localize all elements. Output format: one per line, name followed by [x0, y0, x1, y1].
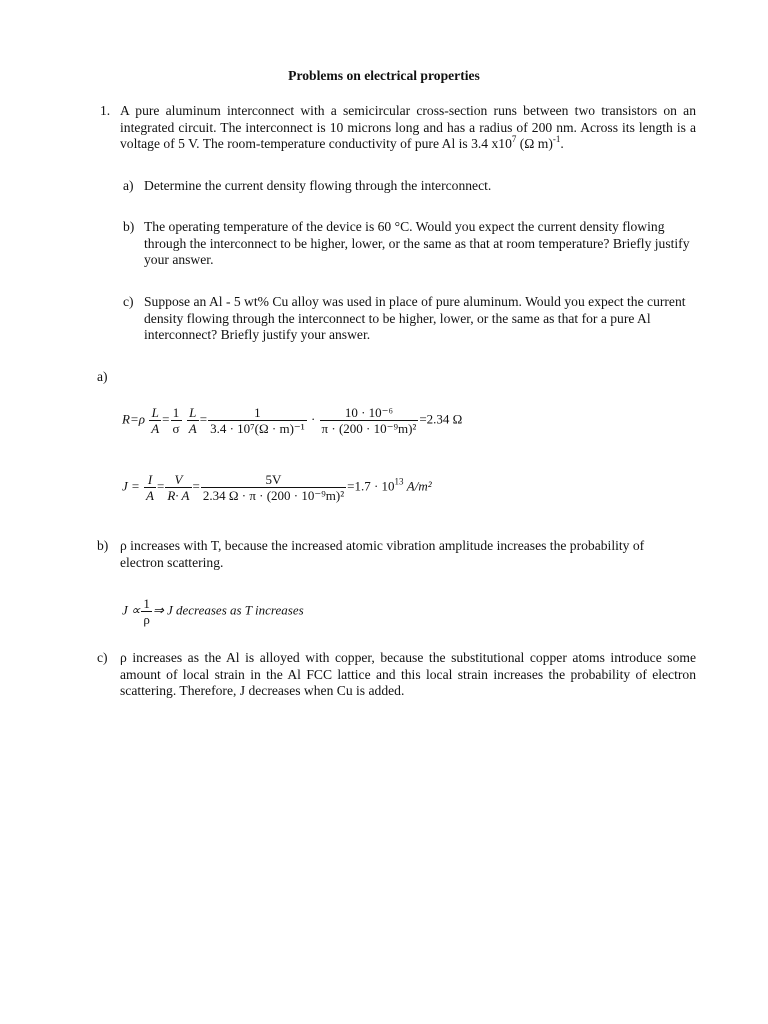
proportionality-lhs: J ∝: [122, 602, 141, 618]
problem-exponent: 7: [511, 134, 517, 144]
current-density-lhs: J =: [122, 478, 140, 494]
fraction-one-over-rho: $\frac{1}{\rho}$: [143, 596, 150, 627]
answer-b-label: b): [97, 538, 109, 553]
question-c-text: Suppose an Al - 5 wt% Cu alloy was used in place of pure aluminum. Would you expect the current density flowing through the interconnect to be higher, lower, or the same as that for a pure Al interconnect? Briefly justify your answer.: [144, 294, 686, 342]
resistance-lhs: R=ρ: [122, 411, 145, 427]
current-density-exponent: 13: [394, 476, 404, 487]
fraction-numeric-current: $\frac{5V}{\text{2.34 Ω · π · (200 · 10⁻⁹m)²}}$: [202, 472, 345, 503]
fraction-one-over-sigma: $\frac{1}{\sigma}$: [172, 405, 180, 436]
proportionality-rhs: ⇒ J decreases as T increases: [152, 602, 304, 618]
problem-number: 1.: [100, 103, 111, 118]
proportionality-equation: [122, 596, 304, 627]
fraction-conductivity: $\frac{1}{\text{3.4 · 10⁷(Ω · m)⁻¹}}$: [210, 405, 305, 436]
problem-unit-exponent: -1: [552, 134, 561, 144]
problem-statement: [120, 103, 696, 153]
problem-text: A pure aluminum interconnect with a semicircular cross-section runs between two transistors on an integrated circuit. The interconnect is 10 microns long and has a radius of 200 nm. Across its length is a voltage of 5 V. The room-temperature conductivity of pure Al is 3.4 x10: [120, 103, 696, 151]
answer-a-label: a): [97, 369, 108, 384]
question-b-label: b): [123, 219, 135, 234]
problem-unit: (Ω m): [516, 136, 553, 151]
fraction-l-over-a: $\frac{L}{A}$: [151, 405, 160, 436]
question-a-label: a): [123, 178, 134, 193]
fraction-i-over-a: $\frac{I}{A}$: [146, 472, 154, 503]
answer-c-text: ρ increases as the Al is alloyed with copper, because the substitutional copper atoms introduce some amount of local strain in the Al FCC lattice and this local strain increases the probability of electron scattering. Therefore, J decreases when Cu is added.: [120, 650, 696, 698]
resistance-equation: R=ρ $\frac{L}{A}$ = $\frac{1}{\sigma}$ $\frac{L}{A}$ = $\frac{1}{\text{3.4 · 10⁷(Ω · m)⁻¹}}$ · $\frac{\text{10 · 10⁻⁶}}{\text{π · (200 · 10⁻⁹m)²}}$ =2.34 Ω: [122, 405, 463, 436]
current-density-unit: A/m²: [406, 478, 432, 494]
fraction-length-over-area: $\frac{\text{10 · 10⁻⁶}}{\text{π · (200 · 10⁻⁹m)²}}$: [321, 405, 417, 436]
question-b-text: The operating temperature of the device is 60 °C. Would you expect the current density flowing through the interconnect to be higher, lower, or the same as that at room temperature? Briefly justify your answer.: [144, 219, 690, 267]
current-density-result: =1.7 · 10: [347, 478, 395, 494]
question-c-label: c): [123, 294, 134, 309]
fraction-v-over-ra: $\frac{V}{R\cdot A}$: [167, 472, 190, 503]
problem-period: .: [560, 136, 564, 151]
fraction-l-over-a-2: $\frac{L}{A}$: [188, 405, 197, 436]
resistance-result: =2.34 Ω: [419, 411, 463, 427]
question-a-text: Determine the current density flowing through the interconnect.: [144, 178, 492, 193]
answer-b-text: ρ increases with T, because the increased atomic vibration amplitude increases the probability of electron scattering.: [120, 538, 645, 570]
document-title: Problems on electrical properties: [288, 68, 480, 83]
answer-c-label: c): [97, 650, 108, 665]
current-density-equation: J = $\frac{I}{A}$ = $\frac{V}{R\cdot A}$ = $\frac{5V}{\text{2.34 Ω · π · (200 · 10⁻⁹m)²}}$ $=1.7 \cdot 10^{13}$ A/m²: [122, 472, 432, 503]
